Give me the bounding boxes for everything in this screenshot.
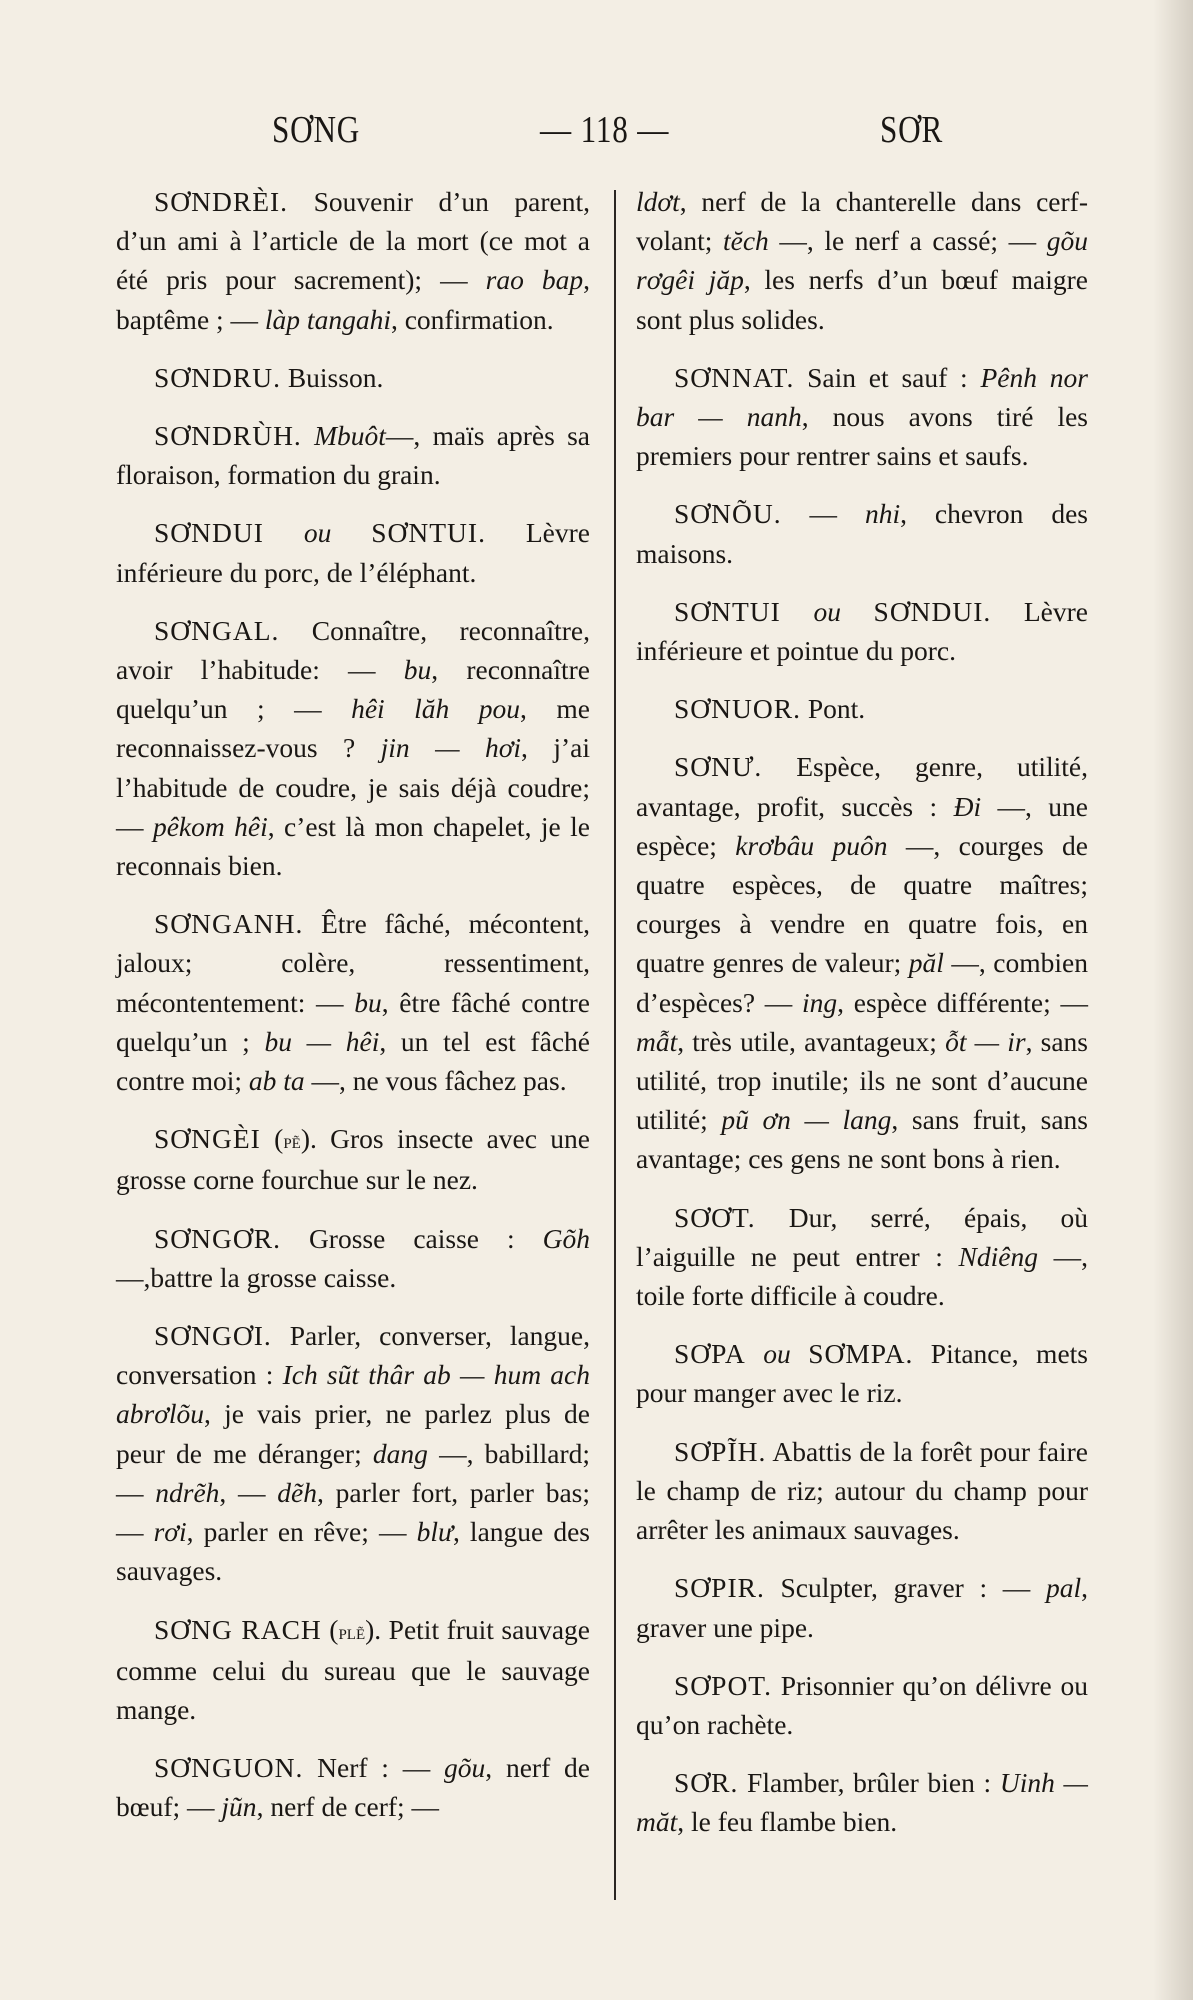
- italic-term: bu: [403, 654, 432, 686]
- definition-text: , c’est là mon chapelet, je le reconnais bien.: [116, 810, 590, 882]
- definition-text: Abattis de la forêt pour faire le champ de riz; autour du champ pour arrêter les animaux sauvages.: [636, 1435, 1088, 1546]
- italic-term: ou: [303, 517, 332, 549]
- italic-term: ỗt — ir: [945, 1025, 1026, 1057]
- definition-text: Prisonnier qu’on délivre ou qu’on rachète.: [636, 1669, 1088, 1740]
- dictionary-entry: [116, 513, 590, 591]
- italic-term: păl: [908, 947, 944, 979]
- italic-term: Ndiêng: [958, 1240, 1038, 1272]
- definition-text: —, toile forte difficile à coudre.: [636, 1240, 1088, 1312]
- definition-text: , sans fruit, sans avantage; ces gens ne sont bons à rien.: [636, 1104, 1088, 1175]
- definition-text: Dur, serré, épais, où l’aiguille ne peut entrer :: [636, 1201, 1088, 1272]
- definition-text: , parler en rêve; —: [186, 1516, 417, 1548]
- italic-term: Ich sũt thâr ab — hum ach abrơlõu: [116, 1359, 590, 1430]
- dictionary-entry: [636, 1432, 1088, 1550]
- page-edge-shadow: [1153, 0, 1193, 2000]
- definition-text: , j’ai l’habitude de coudre, je sais déjà coudre; —: [116, 732, 590, 842]
- definition-text: [746, 1338, 763, 1369]
- headword: SƠNDRU.: [154, 361, 281, 393]
- italic-term: ou: [813, 595, 841, 627]
- definition-text: Pont.: [800, 693, 866, 725]
- italic-term: ldơt: [636, 186, 680, 217]
- definition-text: , parler fort, parler bas; —: [116, 1476, 590, 1548]
- italic-term: nhi: [864, 498, 901, 530]
- headword: SƠƠT.: [674, 1201, 756, 1233]
- dictionary-entry: [636, 494, 1088, 572]
- italic-term: dang: [372, 1437, 428, 1469]
- running-head-right: SƠR: [880, 109, 944, 151]
- definition-text: Lèvre inférieure et pointue du porc.: [636, 595, 1089, 667]
- italic-term: mẫt: [636, 1025, 678, 1057]
- headword: SƠNDUI.: [873, 595, 992, 627]
- definition-text: , le feu flambe bien.: [677, 1806, 898, 1838]
- definition-text: —, maïs après sa floraison, formation du grain.: [116, 420, 590, 491]
- headword: SƠNNAT.: [674, 361, 795, 393]
- definition-text: ). Gros insecte avec une grosse corne fourchue sur le nez.: [116, 1123, 590, 1196]
- page-number: — 118 —: [540, 109, 670, 151]
- definition-text: [264, 517, 304, 548]
- italic-term: pêkom hêi: [152, 810, 268, 842]
- definition-text: [841, 596, 874, 627]
- definition-text: , nerf de bœuf; —: [116, 1752, 590, 1823]
- definition-text: Pitance, mets pour manger avec le riz.: [636, 1338, 1088, 1409]
- definition-text: [331, 517, 371, 548]
- dictionary-entry: [636, 747, 1088, 1178]
- headword: SƠNG RACH: [154, 1613, 322, 1645]
- definition-text: , un tel est fâché contre moi;: [116, 1025, 590, 1097]
- definition-text: , sans utilité, trop inutile; ils ne sont d’aucune utilité;: [636, 1025, 1089, 1136]
- headword: SƠPOT.: [674, 1669, 772, 1701]
- headword: SƠNDRÈI.: [154, 186, 289, 217]
- dictionary-entry: [116, 182, 590, 339]
- italic-term: jũn: [221, 1791, 257, 1823]
- definition-text: ). Petit fruit sauvage comme celui du sureau que le sauvage mange.: [116, 1613, 590, 1725]
- dictionary-entry: [636, 182, 1088, 339]
- italic-term: Pênh nor bar — nanh: [636, 361, 1088, 433]
- italic-term: blư: [416, 1516, 453, 1548]
- headword: SƠNGƠR.: [154, 1222, 281, 1254]
- dictionary-entry: [636, 1763, 1088, 1841]
- definition-text: , nerf de la chanterelle dans cerf-volant;: [636, 186, 1088, 257]
- definition-text: (: [321, 1613, 339, 1645]
- language-tag: pẽ: [283, 1128, 301, 1154]
- definition-text: , chevron des maisons.: [636, 498, 1089, 569]
- definition-text: , être fâché contre quelqu’un ;: [116, 986, 591, 1057]
- definition-text: Être fâché, mécontent, jaloux; colère, ressentiment, mécontentement: —: [116, 908, 590, 1018]
- definition-text: Grosse caisse :: [280, 1222, 543, 1254]
- italic-term: pal: [1045, 1572, 1082, 1604]
- headword: SƠNTUI: [674, 595, 781, 627]
- italic-term: tĕch: [722, 225, 769, 257]
- dictionary-entry: [116, 1219, 590, 1297]
- definition-text: , nerf de cerf; —: [256, 1791, 440, 1823]
- headword: SƠNƯ.: [674, 751, 763, 783]
- headword: SƠNGUON.: [154, 1752, 304, 1784]
- definition-text: —, une espèce;: [636, 790, 1088, 861]
- headword: SƠMPA.: [808, 1338, 914, 1370]
- running-head-left: SƠNG: [272, 109, 361, 151]
- dictionary-entry: [116, 1119, 590, 1199]
- dictionary-entry: [636, 1334, 1088, 1412]
- definition-text: , langue des sauvages.: [116, 1516, 590, 1587]
- dictionary-entry: [116, 904, 590, 1100]
- dictionary-entry: [116, 358, 590, 397]
- definition-text: —, courges de quatre espèces, de quatre maîtres; courges à vendre en quatre fois, en quatre genres de valeur;: [636, 829, 1088, 979]
- dictionary-entry: [116, 1610, 590, 1730]
- italic-term: Gõh: [542, 1222, 590, 1254]
- definition-text: , —: [219, 1476, 278, 1508]
- definition-text: Parler, converser, langue, conversation :: [116, 1320, 590, 1391]
- dictionary-entry: [636, 358, 1088, 476]
- italic-term: hêi lăh pou: [351, 693, 521, 725]
- definition-text: Espèce, genre, utilité, avantage, profit, succès :: [636, 751, 1088, 822]
- dictionary-entry: [116, 416, 590, 494]
- definition-text: Connaître, reconnaître, avoir l’habitude: —: [116, 614, 590, 686]
- italic-term: gõu: [444, 1752, 486, 1784]
- italic-term: ndrẽh: [155, 1476, 220, 1508]
- language-tag: plẽ: [338, 1618, 366, 1644]
- definition-text: Buisson.: [280, 361, 384, 393]
- italic-term: krơbâu puôn: [735, 829, 888, 861]
- definition-text: Sain et sauf :: [794, 361, 981, 393]
- definition-text: , confirmation.: [390, 303, 554, 335]
- definition-text: , reconnaître quelqu’un ; —: [116, 654, 590, 725]
- headword: SƠR.: [674, 1767, 739, 1799]
- dictionary-entry: [636, 1568, 1088, 1646]
- definition-text: (: [260, 1123, 284, 1155]
- italic-term: pũ ơn — lang: [721, 1104, 892, 1136]
- italic-term: Đi: [953, 790, 982, 822]
- definition-text: Sculpter, graver : —: [764, 1572, 1046, 1604]
- italic-term: ab ta: [248, 1065, 305, 1097]
- dictionary-entry: [636, 1666, 1088, 1744]
- italic-term: rơi: [153, 1516, 187, 1548]
- headword: SƠNGAL.: [154, 614, 280, 646]
- definition-text: Souvenir d’un parent, d’un ami à l’article de la mort (ce mot a été pris pour sacrement); —: [116, 186, 590, 296]
- headword: SƠNGANH.: [154, 908, 304, 940]
- left-column: [116, 182, 590, 1846]
- definition-text: —, combien d’espèces? —: [636, 947, 1088, 1018]
- definition-text: , très utile, avantageux;: [677, 1025, 946, 1057]
- definition-text: —: [781, 498, 865, 530]
- definition-text: , espèce différente; —: [837, 986, 1088, 1018]
- dictionary-entry: [636, 592, 1088, 670]
- italic-term: rao bap: [485, 264, 584, 296]
- italic-term: ing: [802, 986, 838, 1018]
- headword: SƠNUOR.: [674, 693, 801, 725]
- dictionary-entry: [116, 611, 590, 885]
- definition-text: [791, 1338, 808, 1369]
- italic-term: gõu rơgêi jăp: [636, 225, 1088, 296]
- definition-text: , me reconnaissez-vous ?: [116, 693, 590, 764]
- italic-term: dẽh: [277, 1476, 318, 1508]
- definition-text: , graver une pipe.: [636, 1572, 1088, 1643]
- italic-term: làp tangahi: [264, 303, 391, 335]
- italic-term: jin — hơi: [380, 732, 522, 764]
- definition-text: , nous avons tiré les premiers pour rentrer sains et saufs.: [636, 401, 1088, 472]
- definition-text: Lèvre inférieure du porc, de l’éléphant.: [116, 517, 590, 588]
- right-column: [636, 182, 1088, 1861]
- headword: SƠPIR.: [674, 1572, 765, 1604]
- definition-text: —, le nerf a cassé; —: [768, 225, 1047, 257]
- italic-term: Mbuôt: [314, 420, 386, 452]
- headword: SƠNGƠI.: [154, 1320, 272, 1352]
- column-divider: [614, 190, 616, 1900]
- headword: SƠNDRÙH.: [154, 420, 302, 452]
- italic-term: ou: [763, 1338, 791, 1370]
- definition-text: , baptême ; —: [116, 264, 590, 335]
- definition-text: , je vais prier, ne parlez plus de peur de me déranger;: [116, 1398, 590, 1469]
- definition-text: [781, 596, 814, 627]
- italic-term: bu: [354, 986, 382, 1018]
- headword: SƠNÕU.: [674, 498, 782, 530]
- definition-text: —, babillard; —: [116, 1437, 590, 1508]
- headword: SƠNDUI: [154, 517, 264, 549]
- headword: SƠNGÈI: [154, 1123, 261, 1155]
- dictionary-entry: [116, 1748, 590, 1826]
- italic-term: bu — hêi: [264, 1025, 380, 1057]
- italic-term: Uinh — măt: [636, 1767, 1088, 1838]
- definition-text: —,battre la grosse caisse.: [116, 1261, 397, 1293]
- dictionary-entry: [636, 1198, 1088, 1316]
- definition-text: Nerf : —: [303, 1752, 445, 1784]
- definition-text: , les nerfs d’un bœuf maigre sont plus solides.: [636, 264, 1089, 335]
- headword: SƠPĨH.: [674, 1435, 767, 1467]
- definition-text: —, ne vous fâchez pas.: [304, 1065, 567, 1097]
- definition-text: Flamber, brûler bien :: [738, 1767, 1000, 1799]
- headword: SƠNTUI.: [371, 517, 486, 549]
- headword: SƠPA: [674, 1338, 746, 1370]
- dictionary-entry: [116, 1316, 590, 1590]
- dictionary-entry: [636, 689, 1088, 728]
- definition-text: [302, 420, 314, 451]
